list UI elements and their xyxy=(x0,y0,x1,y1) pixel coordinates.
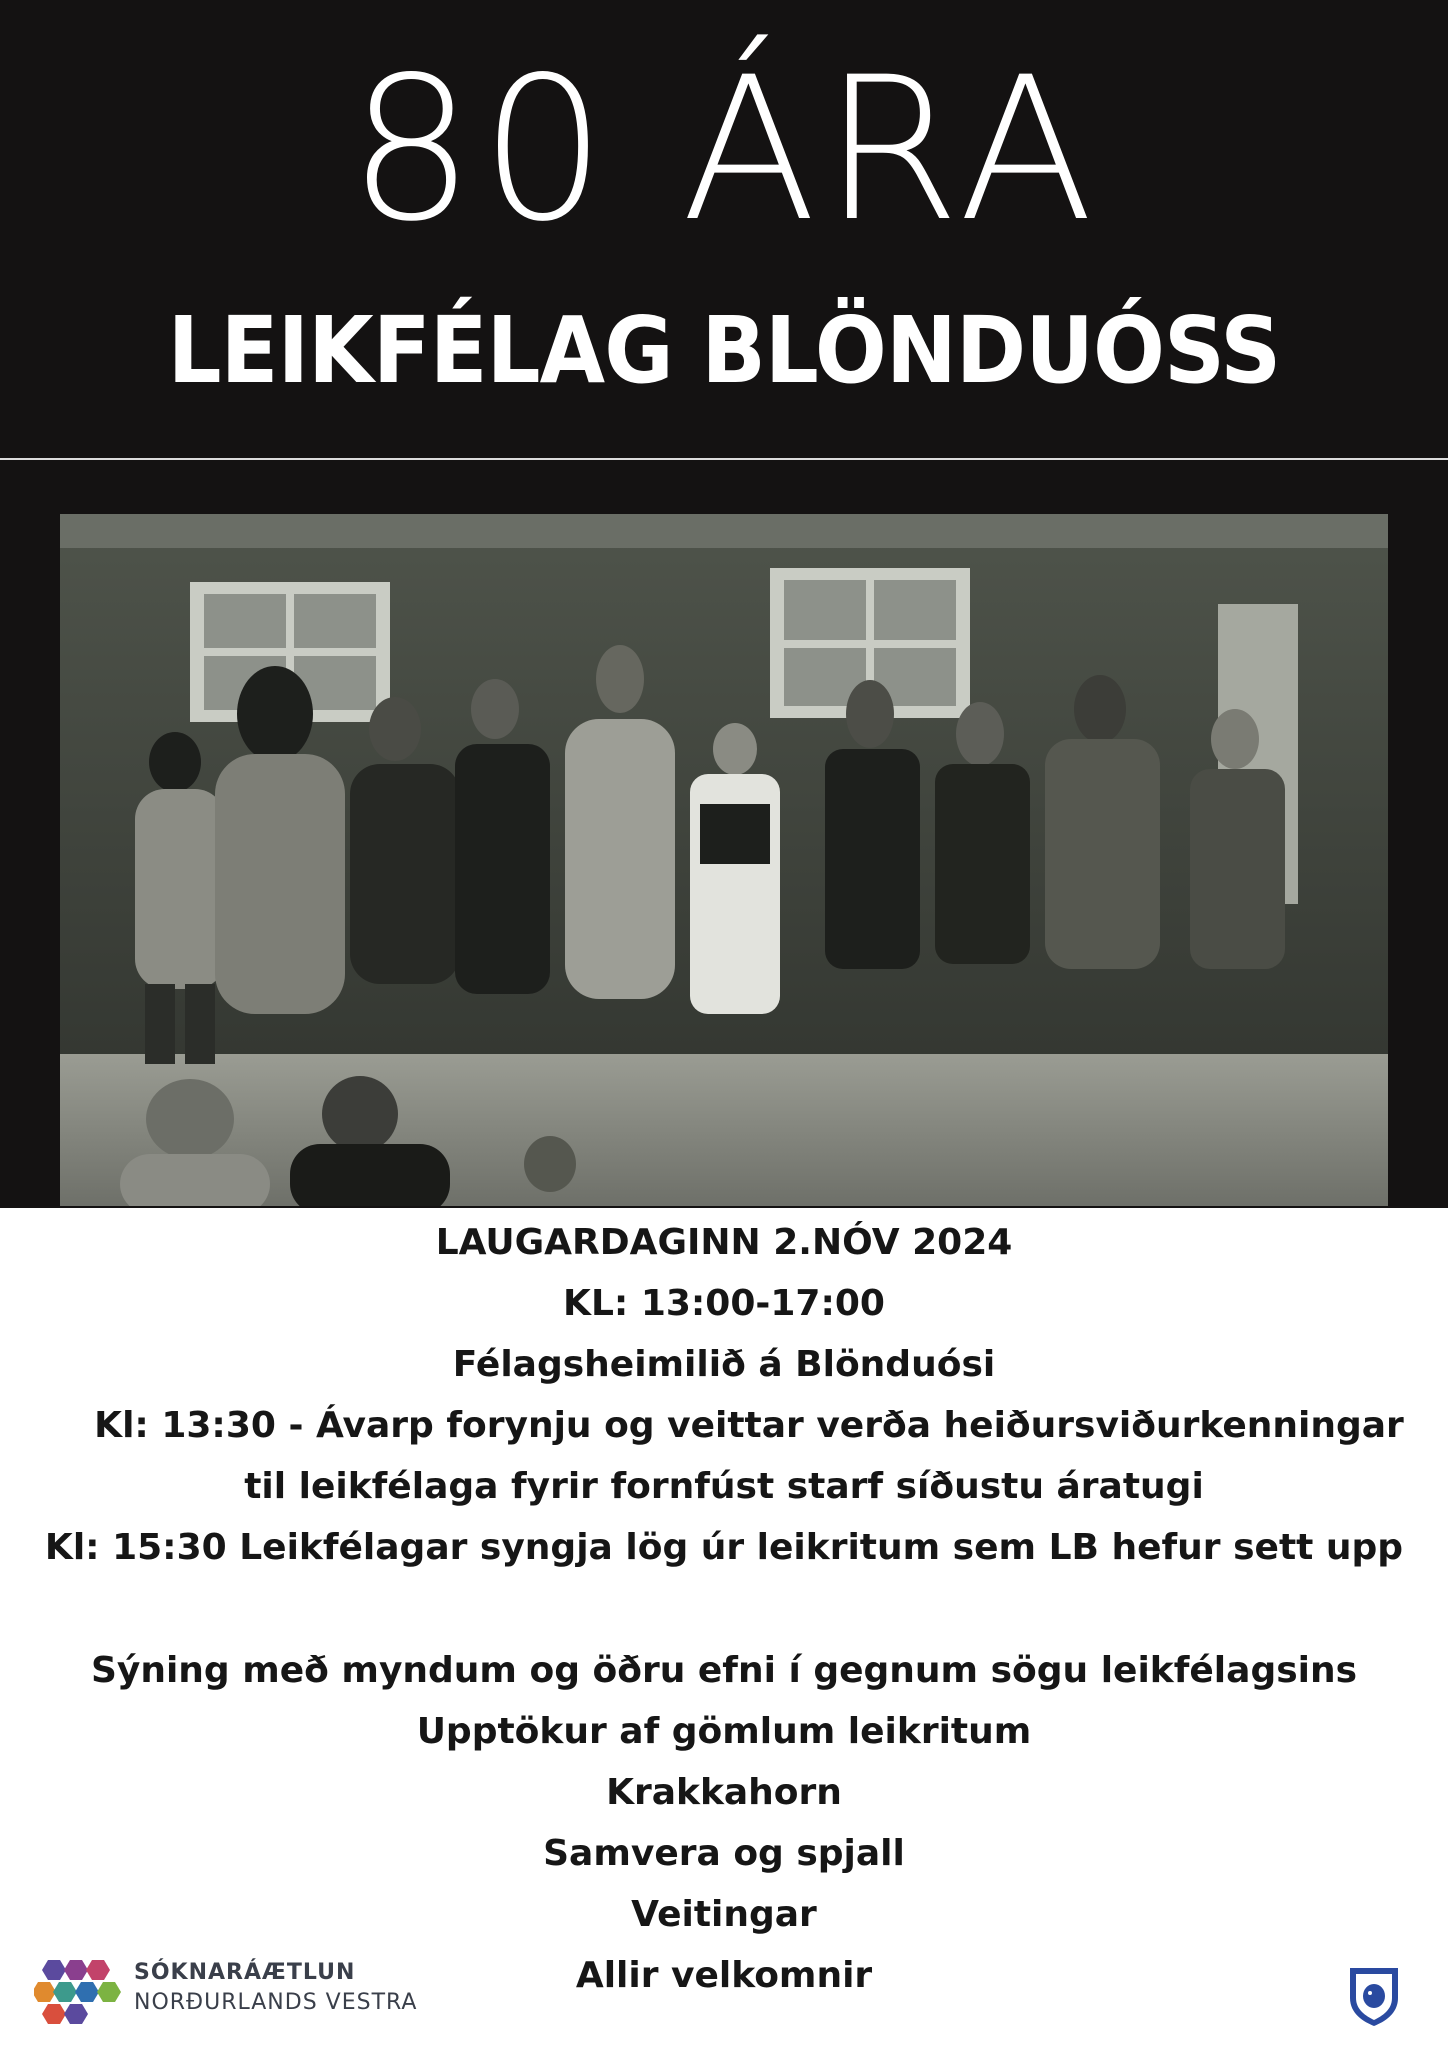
event-venue: Félagsheimilið á Blönduósi xyxy=(452,1344,996,1385)
municipal-crest xyxy=(1346,1964,1402,2028)
event-time: KL: 13:00-17:00 xyxy=(563,1283,885,1324)
hexagon-logo-icon xyxy=(34,1956,130,2028)
header-band xyxy=(0,0,1448,458)
schedule-item: til leikfélaga fyrir fornfúst starf síðustu áratugi xyxy=(244,1466,1204,1507)
program-item: Upptökur af gömlum leikritum xyxy=(416,1711,1032,1752)
theatre-stage-photo-icon xyxy=(60,514,1388,1206)
program-item: Allir velkomnir xyxy=(575,1955,873,1996)
event-date: LAUGARDAGINN 2.NÓV 2024 xyxy=(435,1222,1013,1263)
program-item: Samvera og spjall xyxy=(543,1833,905,1874)
event-details xyxy=(0,1212,1448,2006)
soknaraaetlun-logo xyxy=(34,1956,434,2028)
schedule-item: Kl: 15:30 Leikfélagar syngja lög úr leikritum sem LB hefur sett upp xyxy=(44,1527,1404,1568)
program-item: Veitingar xyxy=(631,1894,817,1935)
organization-name: LEIKFÉLAG BLÖNDUÓSS xyxy=(167,297,1281,404)
municipal-crest-icon xyxy=(1346,1964,1402,2028)
logo-line-1: SÓKNARÁÆTLUN xyxy=(134,1960,356,1985)
logo-line-2: NORÐURLANDS VESTRA xyxy=(134,1990,418,2015)
schedule-item: Kl: 13:30 - Ávarp forynju og veittar verða heiðursviðurkenningar xyxy=(94,1405,1404,1446)
page-title: 80 ÁRA xyxy=(348,34,1100,265)
program-item: Sýning með myndum og öðru efni í gegnum sögu leikfélagsins xyxy=(90,1650,1358,1691)
program-item: Krakkahorn xyxy=(606,1772,842,1813)
spacer xyxy=(0,1578,1448,1640)
theatre-stage-photo xyxy=(60,514,1388,1206)
